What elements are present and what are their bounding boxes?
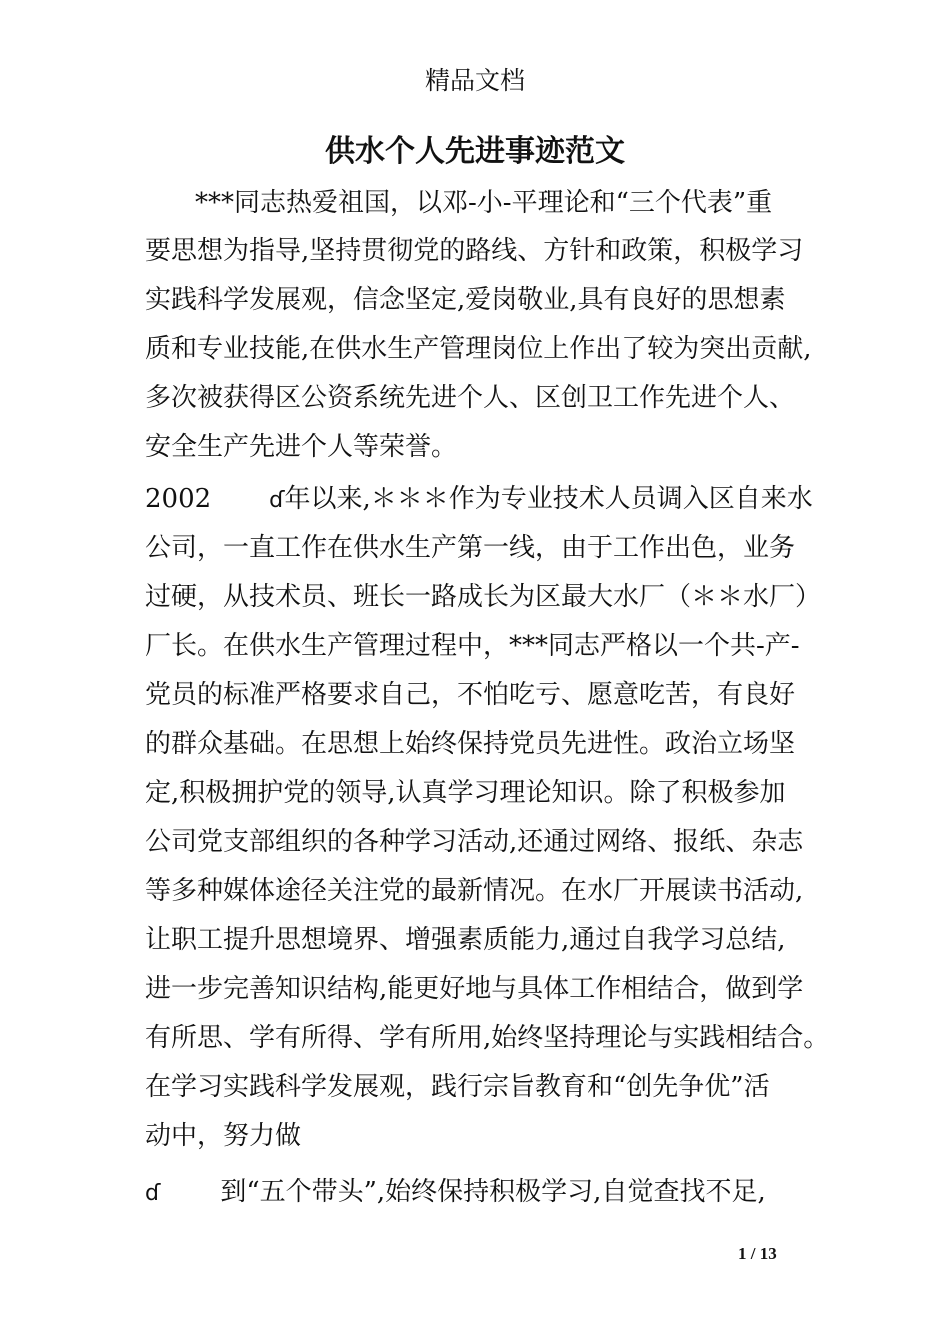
document-title: 供水个人先进事迹范文 [325,134,625,169]
glyph-mark: ɗ [269,488,285,513]
paragraph-line: 在学习实践科学发展观，践行宗旨教育和“创先争优”活 [145,1072,770,1102]
paragraph-line: 安全生产先进个人等荣誉。 [145,432,458,462]
paragraph-line: 公司，一直工作在供水生产第一线，由于工作出色，业务 [145,533,796,563]
line-text: 年以来,＊＊＊作为专业技术人员调入区自来水 [284,484,813,514]
page-number: 1 / 13 [738,1244,777,1263]
paragraph-line: 等多种媒体途径关注党的最新情况。在水厂开展读书活动, [145,876,804,906]
paragraph-line: 党员的标准严格要求自己，不怕吃亏、愿意吃苦，有良好 [145,680,796,710]
line-text: 到“五个带头”,始终保持积极学习,自觉查找不足, [220,1177,766,1207]
paragraph-line-2002 [145,479,813,521]
glyph-mark: ɗ [145,1181,161,1206]
paragraph-line: ***同志热爱祖国，以邓-小-平理论和“三个代表”重 [195,188,773,218]
paragraph-line: 的群众基础。在思想上始终保持党员先进性。政治立场坚 [145,729,796,759]
paragraph-line: 实践科学发展观，信念坚定,爱岗敬业,具有良好的思想素 [145,285,786,315]
year-text: 2002 [145,484,212,514]
paragraph-line: 定,积极拥护党的领导,认真学习理论知识。除了积极参加 [145,778,786,808]
paragraph-line: 进一步完善知识结构,能更好地与具体工作相结合，做到学 [145,974,804,1004]
paragraph-line: 公司党支部组织的各种学习活动,还通过网络、报纸、杂志 [145,827,804,857]
paragraph-line: 动中，努力做 [145,1121,302,1151]
paragraph-line: 质和专业技能,在供水生产管理岗位上作出了较为突出贡献, [145,334,812,364]
paragraph-line: 让职工提升思想境界、增强素质能力,通过自我学习总结, [145,925,786,955]
paragraph-line: 多次被获得区公资系统先进个人、区创卫工作先进个人、 [145,383,796,413]
paragraph-line: 要思想为指导,坚持贯彻党的路线、方针和政策，积极学习 [145,236,804,266]
paragraph-line: 过硬，从技术员、班长一路成长为区最大水厂（＊＊水厂） [145,582,822,612]
page-header: 精品文档 [424,66,525,95]
paragraph-line-last [145,1172,766,1214]
paragraph-line: 有所思、学有所得、学有所用,始终坚持理论与实践相结合。 [145,1023,830,1053]
paragraph-line: 厂长。在供水生产管理过程中，***同志严格以一个共-产- [145,631,800,661]
